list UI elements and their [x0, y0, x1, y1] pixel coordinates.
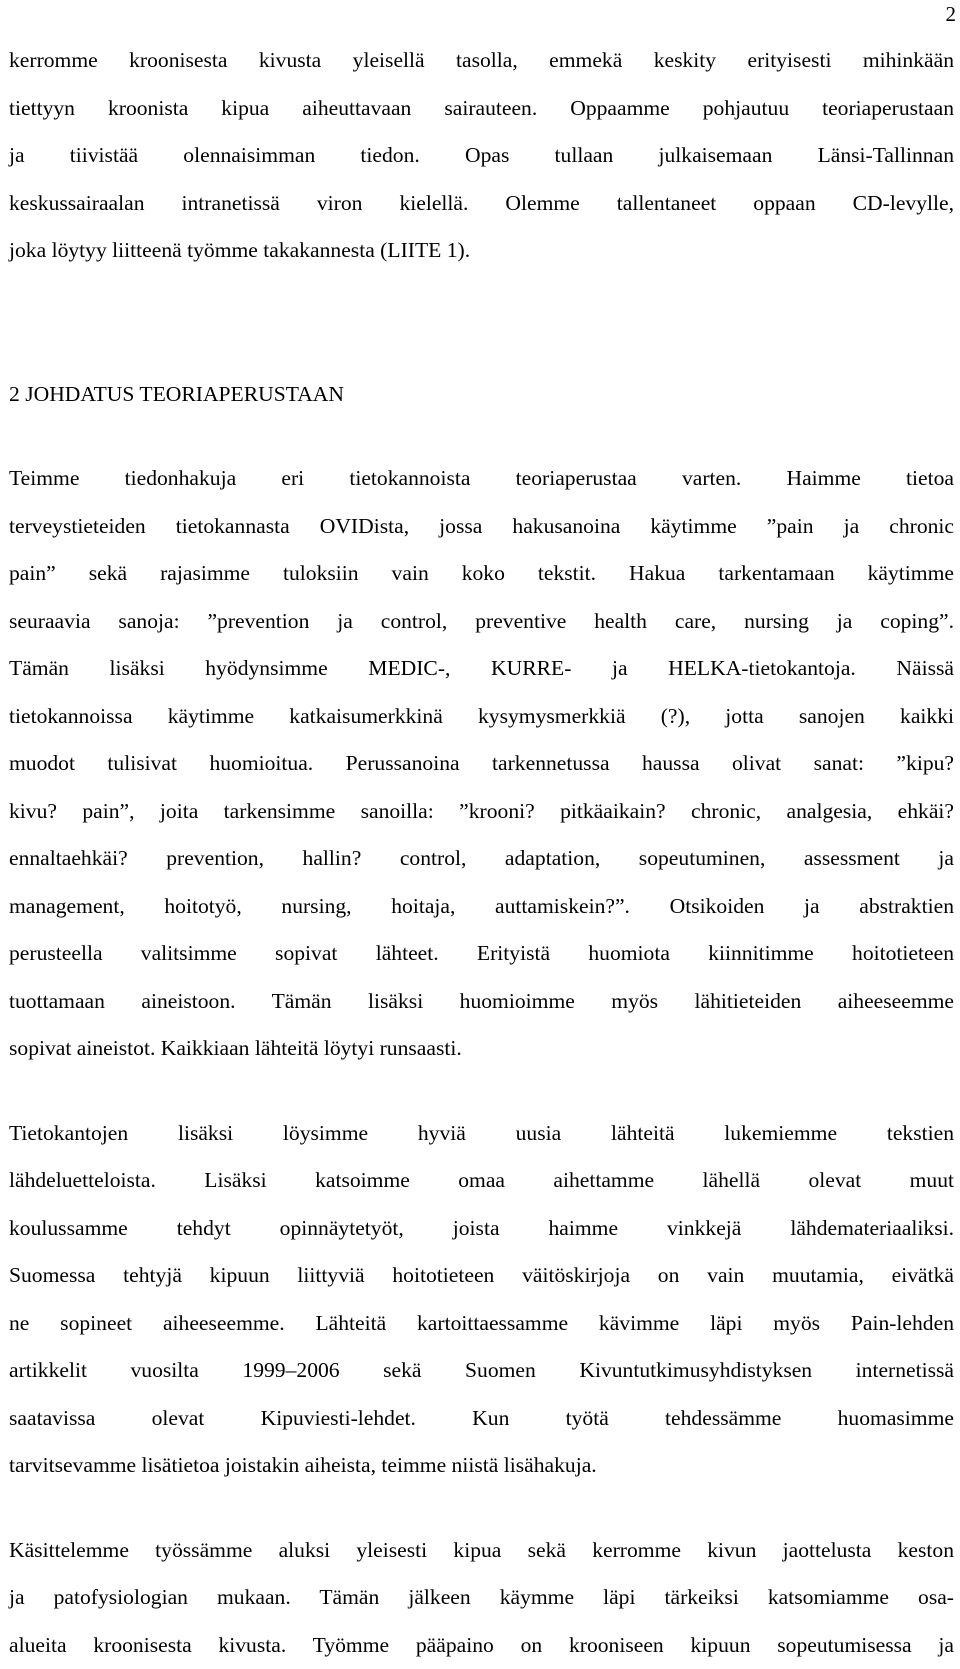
page-number: 2	[946, 2, 957, 26]
text-line: Teimme tiedonhakuja eri tietokannoista teoriaperustaa varten. Haimme tietoa	[9, 455, 954, 503]
text-line: Käsittelemme työssämme aluksi yleisesti kipua sekä kerromme kivun jaottelusta keston	[9, 1527, 954, 1575]
paragraph-structure	[9, 1527, 954, 1669]
text-line: pain” sekä rajasimme tuloksiin vain koko tekstit. Hakua tarkentamaan käytimme	[9, 550, 954, 598]
text-line: sopivat aineistot. Kaikkiaan lähteitä löytyi runsaasti.	[9, 1025, 954, 1073]
text-line: Suomessa tehtyjä kipuun liittyviä hoitotieteen väitöskirjoja on vain muutamia, eivätkä	[9, 1252, 954, 1300]
text-line: tuottamaan aineistoon. Tämän lisäksi huomioimme myös lähitieteiden aiheeseemme	[9, 978, 954, 1026]
text-line: perusteella valitsimme sopivat lähteet. Erityistä huomiota kiinnitimme hoitotieteen	[9, 930, 954, 978]
text-line: joka löytyy liitteenä työmme takakannesta (LIITE 1).	[9, 227, 954, 275]
text-line: kerromme kroonisesta kivusta yleisellä tasolla, emmekä keskity erityisesti mihinkään	[9, 37, 954, 85]
text-line: kivu? pain”, joita tarkensimme sanoilla: ”krooni? pitkäaikain? chronic, analgesia, ehkäi?	[9, 788, 954, 836]
paragraph-gap	[9, 1490, 954, 1527]
text-line: ja patofysiologian mukaan. Tämän jälkeen käymme läpi tärkeiksi katsomiamme osa-	[9, 1574, 954, 1622]
section-heading: 2 JOHDATUS TEORIAPERUSTAAN	[9, 371, 954, 419]
text-line: ennaltaehkäi? prevention, hallin? control, adaptation, sopeutuminen, assessment ja	[9, 835, 954, 883]
text-line: Tietokantojen lisäksi löysimme hyviä uusia lähteitä lukemiemme tekstien	[9, 1110, 954, 1158]
document-body	[9, 37, 954, 1669]
text-line: alueita kroonisesta kivusta. Työmme pääpaino on krooniseen kipuun sopeutumisessa ja	[9, 1622, 954, 1669]
text-line: keskussairaalan intranetissä viron kielellä. Olemme tallentaneet oppaan CD-levylle,	[9, 180, 954, 228]
text-line: tarvitsevamme lisätietoa joistakin aiheista, teimme niistä lisähakuja.	[9, 1442, 954, 1490]
text-line: Tämän lisäksi hyödynsimme MEDIC-, KURRE- ja HELKA-tietokantoja. Näissä	[9, 645, 954, 693]
text-line: tiettyyn kroonista kipua aiheuttavaan sairauteen. Oppaamme pohjautuu teoriaperustaan	[9, 85, 954, 133]
text-line: lähdeluetteloista. Lisäksi katsoimme omaa aihettamme lähellä olevat muut	[9, 1157, 954, 1205]
paragraph-search-methods	[9, 455, 954, 1073]
paragraph-gap	[9, 1073, 954, 1110]
text-line: koulussamme tehdyt opinnäytetyöt, joista haimme vinkkejä lähdemateriaaliksi.	[9, 1205, 954, 1253]
text-line: management, hoitotyö, nursing, hoitaja, auttamiskein?”. Otsikoiden ja abstraktien	[9, 883, 954, 931]
text-line: tietokannoissa käytimme katkaisumerkkinä kysymysmerkkiä (?), jotta sanojen kaikki	[9, 693, 954, 741]
text-line: saatavissa olevat Kipuviesti-lehdet. Kun työtä tehdessämme huomasimme	[9, 1395, 954, 1443]
paragraph-additional-sources	[9, 1110, 954, 1490]
text-line: seuraavia sanoja: ”prevention ja control, preventive health care, nursing ja coping”.	[9, 598, 954, 646]
text-line: artikkelit vuosilta 1999–2006 sekä Suomen Kivuntutkimusyhdistyksen internetissä	[9, 1347, 954, 1395]
text-line: ja tiivistää olennaisimman tiedon. Opas tullaan julkaisemaan Länsi-Tallinnan	[9, 132, 954, 180]
text-line: muodot tulisivat huomioitua. Perussanoina tarkennetussa haussa olivat sanat: ”kipu?	[9, 740, 954, 788]
text-line: ne sopineet aiheeseemme. Lähteitä kartoittaessamme kävimme läpi myös Pain-lehden	[9, 1300, 954, 1348]
text-line: terveystieteiden tietokannasta OVIDista, jossa hakusanoina käytimme ”pain ja chronic	[9, 503, 954, 551]
paragraph-intro	[9, 37, 954, 275]
